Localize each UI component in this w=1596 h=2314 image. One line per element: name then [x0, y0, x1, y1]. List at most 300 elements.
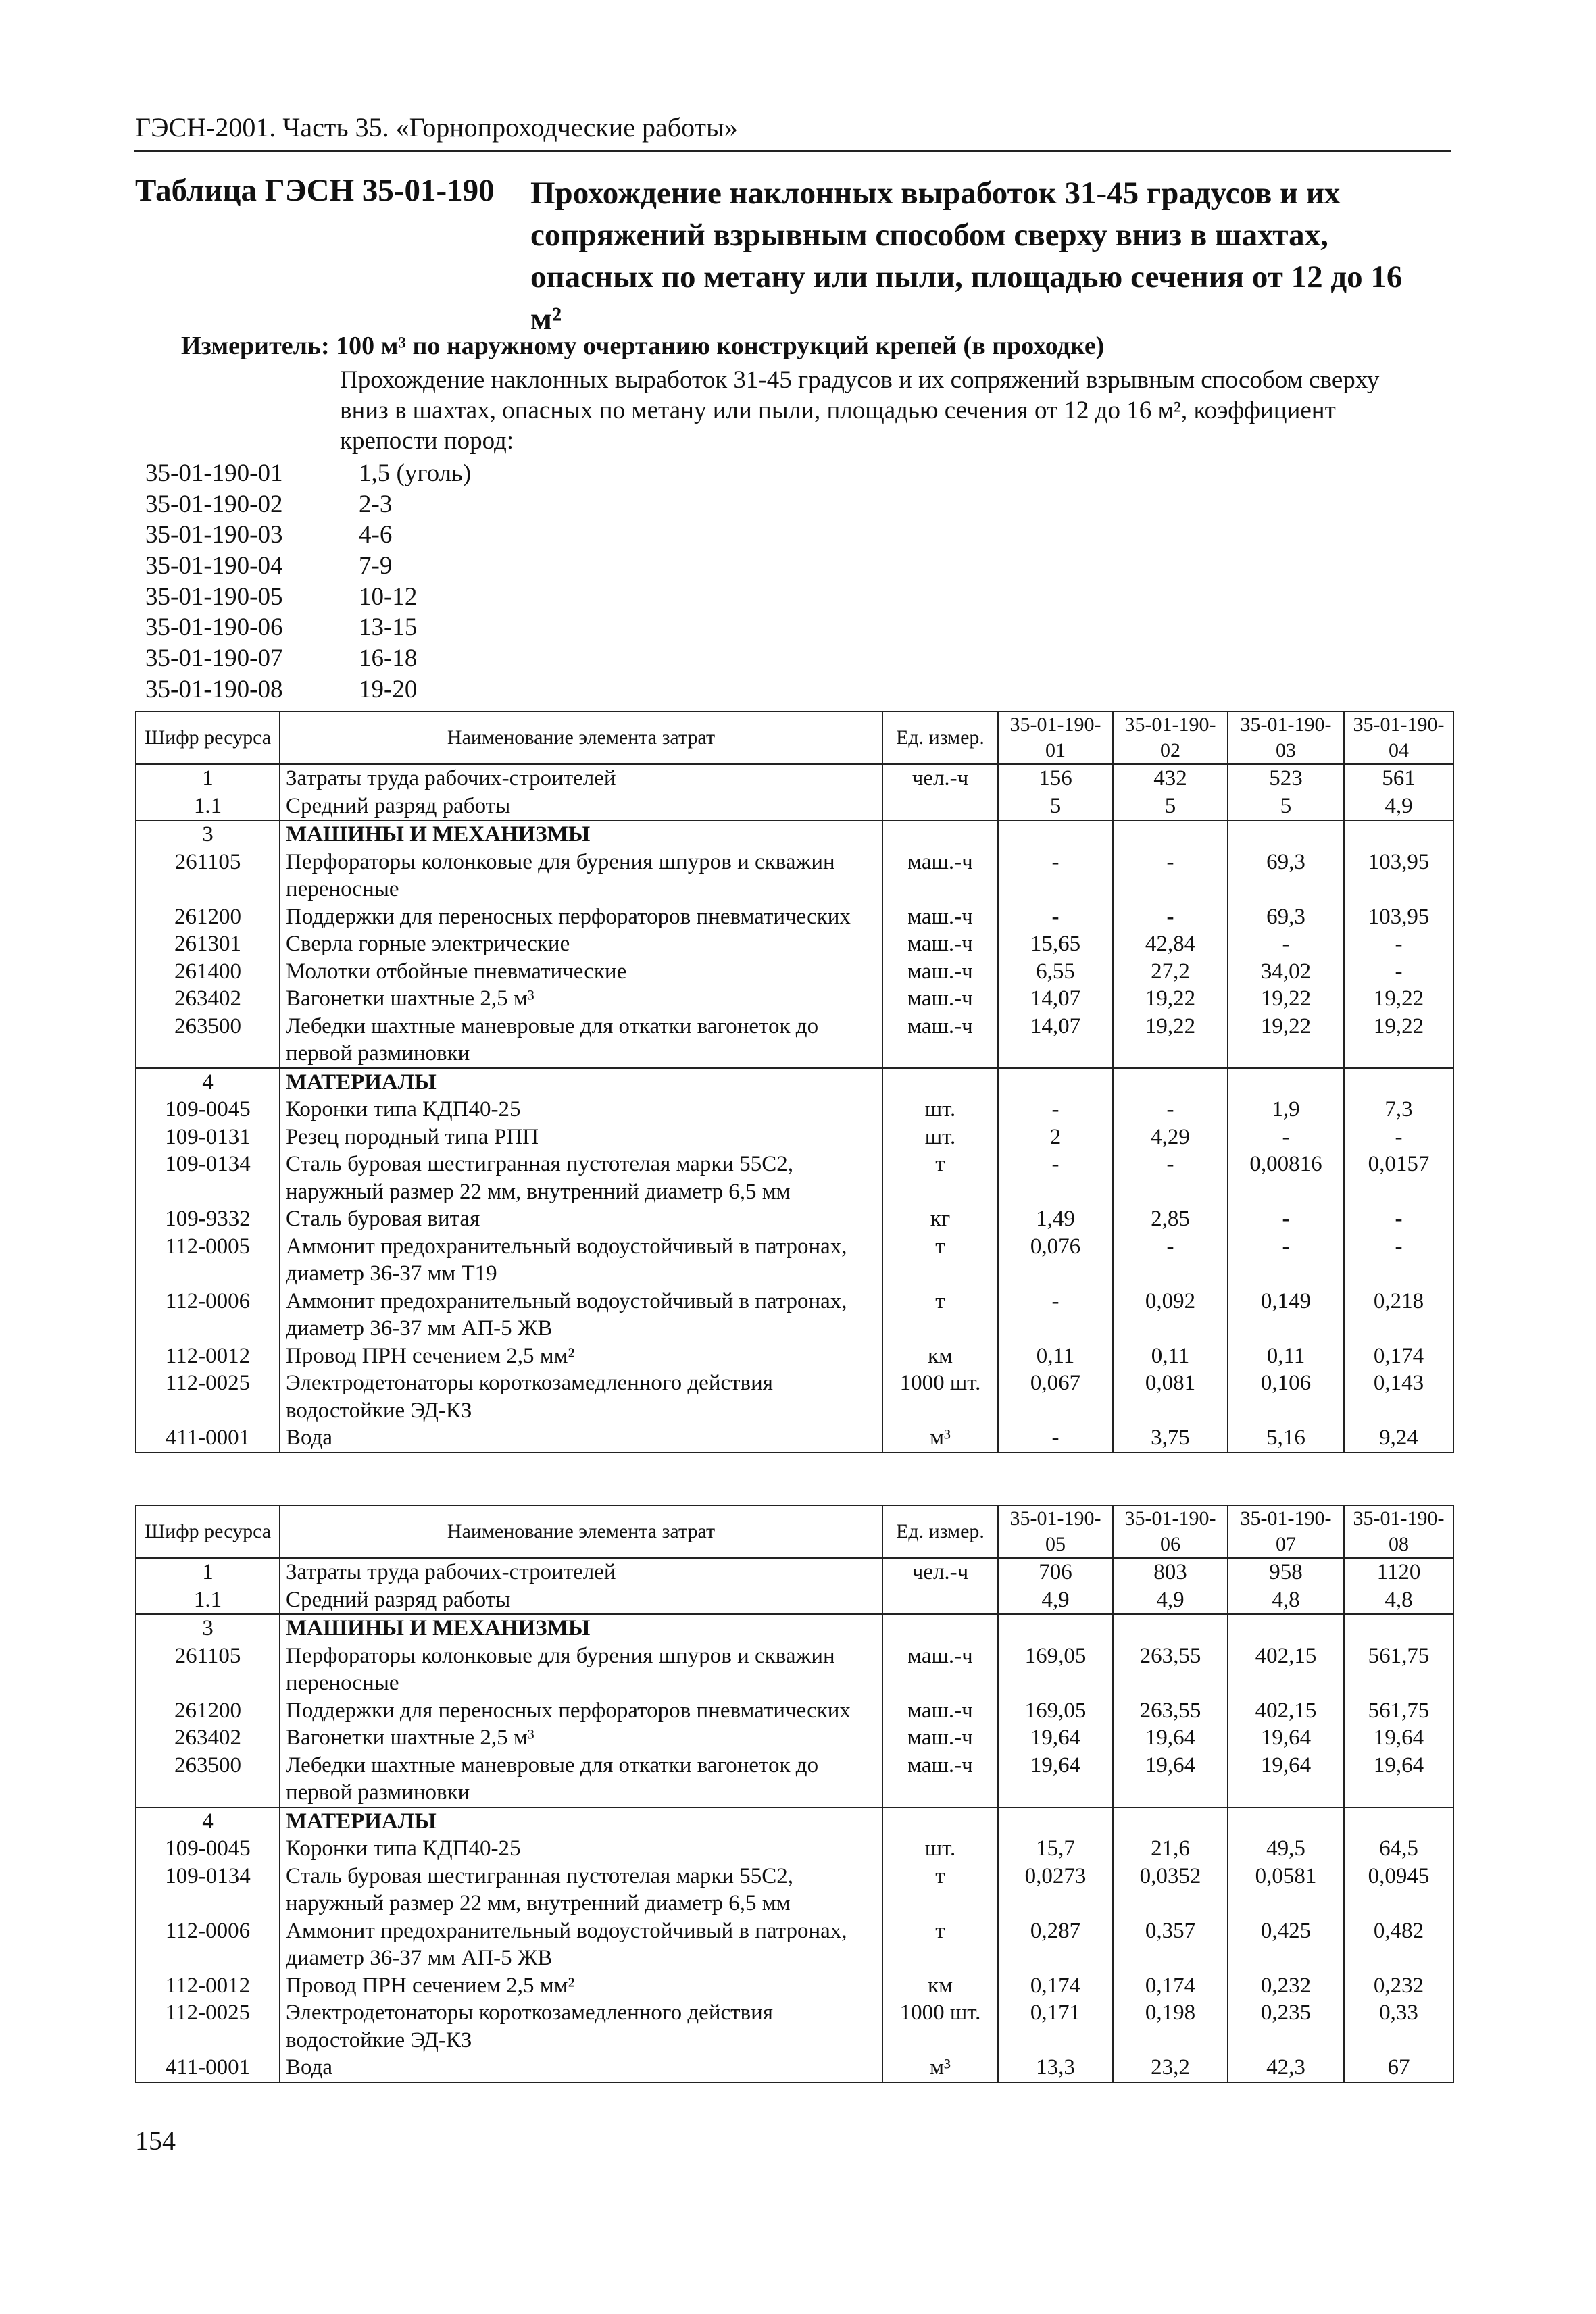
resource-code: 263402 [136, 1724, 280, 1752]
value-cell: - [1113, 903, 1228, 931]
value-cell: 432 [1113, 764, 1228, 793]
resource-code: 4 [136, 1068, 280, 1097]
col-header-norm: 35-01-190-04 [1344, 711, 1453, 764]
value-cell: 0,198 [1113, 1999, 1228, 2054]
col-header-name: Наименование элемента затрат [280, 711, 882, 764]
norm-code: 35-01-190-02 [145, 490, 283, 518]
value-cell: 23,2 [1113, 2054, 1228, 2082]
resource-code: 263500 [136, 1752, 280, 1807]
resource-code: 1.1 [136, 1586, 280, 1615]
unit-cell: м³ [882, 2054, 998, 2082]
unit-cell: маш.-ч [882, 1724, 998, 1752]
cost-element-name: Коронки типа КДП40-25 [280, 1096, 882, 1124]
table-row [136, 849, 1453, 903]
resource-code: 112-0025 [136, 1369, 280, 1424]
resource-table-2 [135, 1505, 1454, 2083]
col-header-norm: 35-01-190-08 [1344, 1505, 1453, 1558]
table-title: Прохождение наклонных выработок 31-45 градусов и их сопряжений взрывным способом сверху вниз в шахтах, опасных по метану или пыли, площадью сечения от 12 до 16 м² [530, 176, 1403, 336]
value-cell: - [1113, 1096, 1228, 1124]
section-title: МАШИНЫ И МЕХАНИЗМЫ [280, 1614, 882, 1642]
value-cell: 42,84 [1113, 930, 1228, 958]
unit-cell: 1000 шт. [882, 1369, 998, 1424]
value-cell: 0,174 [1113, 1972, 1228, 2000]
value-cell: 958 [1228, 1558, 1344, 1586]
value-cell: 0,00816 [1228, 1151, 1344, 1205]
value-cell: 156 [998, 764, 1113, 793]
unit-cell [882, 1586, 998, 1615]
unit-cell: маш.-ч [882, 1697, 998, 1725]
value-cell: - [998, 1151, 1113, 1205]
resource-code: 263500 [136, 1013, 280, 1068]
value-cell: 19,64 [1113, 1752, 1228, 1807]
value-cell: 0,076 [998, 1233, 1113, 1288]
unit-cell: шт. [882, 1096, 998, 1124]
unit-cell: маш.-ч [882, 985, 998, 1013]
value-cell: 5 [998, 793, 1113, 821]
cost-element-name: Коронки типа КДП40-25 [280, 1835, 882, 1863]
unit-cell: шт. [882, 1124, 998, 1151]
value-cell [1113, 820, 1228, 849]
value-cell: 69,3 [1228, 903, 1344, 931]
resource-code: 261400 [136, 958, 280, 986]
cost-element-name: Поддержки для переносных перфораторов пневматических [280, 1697, 882, 1725]
table-row [136, 1863, 1453, 1917]
section-title: МАШИНЫ И МЕХАНИЗМЫ [280, 820, 882, 849]
table-row [136, 1096, 1453, 1124]
value-cell: 561,75 [1344, 1697, 1453, 1725]
col-header-code: Шифр ресурса [136, 711, 280, 764]
resource-code: 261105 [136, 849, 280, 903]
cost-element-name: Провод ПРН сечением 2,5 мм² [280, 1342, 882, 1370]
value-cell [1113, 1614, 1228, 1642]
value-cell: 0,11 [998, 1342, 1113, 1370]
unit-cell: 1000 шт. [882, 1999, 998, 2054]
unit-cell: кг [882, 1205, 998, 1233]
cost-element-name: Электродетонаторы короткозамедленного действия водостойкие ЭД-КЗ [280, 1999, 882, 2054]
resource-code: 109-9332 [136, 1205, 280, 1233]
value-cell: 7,3 [1344, 1096, 1453, 1124]
resource-code: 261105 [136, 1642, 280, 1697]
value-cell [1228, 1068, 1344, 1097]
table-row [136, 820, 1453, 849]
measure-line [181, 331, 1104, 361]
resource-code: 1 [136, 1558, 280, 1586]
table-row [136, 1835, 1453, 1863]
unit-cell: м³ [882, 1424, 998, 1453]
col-header-code: Шифр ресурса [136, 1505, 280, 1558]
header-rule [134, 150, 1451, 152]
value-cell: - [998, 1424, 1113, 1453]
unit-cell: т [882, 1233, 998, 1288]
value-cell: 263,55 [1113, 1697, 1228, 1725]
cost-element-name: Затраты труда рабочих-строителей [280, 764, 882, 793]
value-cell: 69,3 [1228, 849, 1344, 903]
value-cell: 19,64 [1344, 1724, 1453, 1752]
resource-code: 112-0006 [136, 1917, 280, 1972]
value-cell: 0,232 [1344, 1972, 1453, 2000]
code-list-item [145, 520, 471, 551]
cost-element-name: Затраты труда рабочих-строителей [280, 1558, 882, 1586]
value-cell: 0,11 [1113, 1342, 1228, 1370]
value-cell: 14,07 [998, 1013, 1113, 1068]
value-cell: 1,49 [998, 1205, 1113, 1233]
value-cell: - [1228, 1205, 1344, 1233]
resource-code: 261200 [136, 1697, 280, 1725]
unit-cell [882, 1068, 998, 1097]
value-cell: 4,8 [1228, 1586, 1344, 1615]
col-header-norm: 35-01-190-03 [1228, 711, 1344, 764]
norm-code: 35-01-190-08 [145, 675, 283, 703]
cost-element-name: Резец породный типа РПП [280, 1124, 882, 1151]
table-row [136, 1999, 1453, 2054]
resource-code: 109-0045 [136, 1835, 280, 1863]
cost-element-name: Вагонетки шахтные 2,5 м³ [280, 985, 882, 1013]
value-cell: 3,75 [1113, 1424, 1228, 1453]
value-cell: 34,02 [1228, 958, 1344, 986]
col-header-unit: Ед. измер. [882, 1505, 998, 1558]
table-row [136, 1068, 1453, 1097]
table-row [136, 1124, 1453, 1151]
value-cell: 0,357 [1113, 1917, 1228, 1972]
cost-element-name: Молотки отбойные пневматические [280, 958, 882, 986]
unit-cell: т [882, 1917, 998, 1972]
value-cell: 0,149 [1228, 1288, 1344, 1342]
value-cell: 19,22 [1113, 1013, 1228, 1068]
value-cell: 0,482 [1344, 1917, 1453, 1972]
table-row [136, 1807, 1453, 1836]
value-cell: 13,3 [998, 2054, 1113, 2082]
value-cell: 6,55 [998, 958, 1113, 986]
cost-element-name: Аммонит предохранительный водоустойчивый в патронах, диаметр 36-37 мм АП-5 ЖВ [280, 1917, 882, 1972]
unit-cell: маш.-ч [882, 849, 998, 903]
table-row [136, 1724, 1453, 1752]
unit-cell: маш.-ч [882, 1013, 998, 1068]
table-row [136, 903, 1453, 931]
resource-code: 112-0012 [136, 1972, 280, 2000]
rock-hardness: 19-20 [359, 675, 418, 703]
page-number: 154 [135, 2126, 176, 2156]
table-row [136, 1558, 1453, 1586]
value-cell: 803 [1113, 1558, 1228, 1586]
cost-element-name: Провод ПРН сечением 2,5 мм² [280, 1972, 882, 2000]
value-cell: 4,9 [1113, 1586, 1228, 1615]
value-cell: - [1113, 1151, 1228, 1205]
table-row [136, 1917, 1453, 1972]
col-header-unit: Ед. измер. [882, 711, 998, 764]
value-cell: 21,6 [1113, 1835, 1228, 1863]
work-description: Прохождение наклонных выработок 31-45 градусов и их сопряжений взрывным способом сверху вниз в шахтах, опасных по метану или пыли, площадью сечения от 12 до 16 м², коэффициент крепости пород: [340, 366, 1380, 455]
resource-code: 411-0001 [136, 2054, 280, 2082]
unit-cell: км [882, 1972, 998, 2000]
rock-hardness: 7-9 [359, 552, 393, 580]
value-cell: 2,85 [1113, 1205, 1228, 1233]
value-cell: - [1113, 1233, 1228, 1288]
value-cell: 0,067 [998, 1369, 1113, 1424]
value-cell: - [1344, 1124, 1453, 1151]
value-cell [1344, 1068, 1453, 1097]
cost-element-name: Вода [280, 1424, 882, 1453]
col-header-norm: 35-01-190-06 [1113, 1505, 1228, 1558]
value-cell: 0,11 [1228, 1342, 1344, 1370]
unit-cell: маш.-ч [882, 1752, 998, 1807]
section-title: МАТЕРИАЛЫ [280, 1807, 882, 1836]
code-list-item [145, 458, 471, 489]
value-cell: 561,75 [1344, 1642, 1453, 1697]
col-header-norm: 35-01-190-05 [998, 1505, 1113, 1558]
value-cell: - [1344, 1233, 1453, 1288]
value-cell: 19,64 [998, 1724, 1113, 1752]
col-header-norm: 35-01-190-02 [1113, 711, 1228, 764]
value-cell: 15,7 [998, 1835, 1113, 1863]
table-row [136, 1369, 1453, 1424]
value-cell: - [1344, 958, 1453, 986]
value-cell: 0,287 [998, 1917, 1113, 1972]
value-cell [998, 1807, 1113, 1836]
value-cell [1228, 820, 1344, 849]
col-header-name: Наименование элемента затрат [280, 1505, 882, 1558]
norm-code: 35-01-190-06 [145, 613, 283, 642]
rock-hardness: 1,5 (уголь) [359, 459, 472, 487]
table-header-row [136, 711, 1453, 764]
unit-cell: маш.-ч [882, 903, 998, 931]
table-row [136, 1424, 1453, 1453]
unit-cell [882, 1614, 998, 1642]
value-cell: 169,05 [998, 1642, 1113, 1697]
table-row [136, 1233, 1453, 1288]
table-row [136, 1342, 1453, 1370]
value-cell: 4,9 [1344, 793, 1453, 821]
value-cell [1344, 1807, 1453, 1836]
value-cell: 561 [1344, 764, 1453, 793]
value-cell: 706 [998, 1558, 1113, 1586]
value-cell: 19,64 [1228, 1724, 1344, 1752]
value-cell: 0,0157 [1344, 1151, 1453, 1205]
value-cell: 4,9 [998, 1586, 1113, 1615]
rock-hardness: 16-18 [359, 645, 418, 673]
unit-cell: маш.-ч [882, 958, 998, 986]
value-cell: - [1228, 1124, 1344, 1151]
value-cell: 19,22 [1344, 1013, 1453, 1068]
resource-code: 411-0001 [136, 1424, 280, 1453]
cost-element-name: Лебедки шахтные маневровые для откатки вагонеток до первой разминовки [280, 1013, 882, 1068]
cost-element-name: Средний разряд работы [280, 1586, 882, 1615]
value-cell [1113, 1068, 1228, 1097]
table-row [136, 1288, 1453, 1342]
unit-cell: шт. [882, 1835, 998, 1863]
code-list-item [145, 489, 471, 520]
unit-cell [882, 1807, 998, 1836]
resource-code: 1 [136, 764, 280, 793]
code-list-item [145, 643, 471, 674]
value-cell [1113, 1807, 1228, 1836]
cost-element-name: Вода [280, 2054, 882, 2082]
value-cell: 2 [998, 1124, 1113, 1151]
table-row [136, 1586, 1453, 1615]
value-cell: 19,22 [1228, 1013, 1344, 1068]
value-cell: 19,64 [998, 1752, 1113, 1807]
value-cell: 0,218 [1344, 1288, 1453, 1342]
cost-element-name: Перфораторы колонковые для бурения шпуров и скважин переносные [280, 849, 882, 903]
rock-hardness: 4-6 [359, 521, 393, 549]
table-row [136, 930, 1453, 958]
value-cell: 4,29 [1113, 1124, 1228, 1151]
table-row [136, 1614, 1453, 1642]
value-cell: 19,64 [1113, 1724, 1228, 1752]
table-body [136, 764, 1453, 1453]
value-cell: 27,2 [1113, 958, 1228, 986]
value-cell [1344, 820, 1453, 849]
cost-element-name: Аммонит предохранительный водоустойчивый в патронах, диаметр 36-37 мм Т19 [280, 1233, 882, 1288]
resource-code: 109-0045 [136, 1096, 280, 1124]
value-cell: 15,65 [998, 930, 1113, 958]
unit-cell: маш.-ч [882, 1642, 998, 1697]
value-cell: 0,0581 [1228, 1863, 1344, 1917]
value-cell [998, 1068, 1113, 1097]
measure-text: 100 м³ по наружному очертанию конструкций крепей (в проходке) [336, 332, 1105, 360]
value-cell: 19,64 [1344, 1752, 1453, 1807]
table-row [136, 958, 1453, 986]
value-cell: 4,8 [1344, 1586, 1453, 1615]
value-cell: 0,33 [1344, 1999, 1453, 2054]
value-cell: 19,22 [1344, 985, 1453, 1013]
rock-hardness: 2-3 [359, 490, 393, 518]
table-body [136, 1558, 1453, 2082]
measure-label: Измеритель: [181, 332, 330, 360]
resource-code: 3 [136, 820, 280, 849]
cost-element-name: Сверла горные электрические [280, 930, 882, 958]
value-cell: - [998, 903, 1113, 931]
value-cell: 19,22 [1228, 985, 1344, 1013]
value-cell: 19,22 [1113, 985, 1228, 1013]
value-cell: 1120 [1344, 1558, 1453, 1586]
code-list-item [145, 674, 471, 705]
table-row [136, 2054, 1453, 2082]
cost-element-name: Электродетонаторы короткозамедленного действия водостойкие ЭД-КЗ [280, 1369, 882, 1424]
unit-cell [882, 820, 998, 849]
table-header-row [136, 1505, 1453, 1558]
cost-element-name: Сталь буровая витая [280, 1205, 882, 1233]
norm-code: 35-01-190-07 [145, 645, 283, 673]
table-row [136, 1642, 1453, 1697]
value-cell: 9,24 [1344, 1424, 1453, 1453]
value-cell: - [998, 1096, 1113, 1124]
value-cell: 523 [1228, 764, 1344, 793]
value-cell: 1,9 [1228, 1096, 1344, 1124]
resource-code: 112-0012 [136, 1342, 280, 1370]
value-cell: 0,0945 [1344, 1863, 1453, 1917]
table-row [136, 1752, 1453, 1807]
norm-code: 35-01-190-04 [145, 552, 283, 580]
value-cell: - [1344, 1205, 1453, 1233]
resource-table-1 [135, 711, 1454, 1453]
value-cell: 0,174 [998, 1972, 1113, 2000]
code-list-item [145, 582, 471, 613]
value-cell: 64,5 [1344, 1835, 1453, 1863]
value-cell [1344, 1614, 1453, 1642]
norm-code: 35-01-190-01 [145, 459, 283, 487]
unit-cell: т [882, 1151, 998, 1205]
table-title-label: Таблица ГЭСН 35-01-190 [135, 173, 495, 208]
value-cell: 5 [1113, 793, 1228, 821]
table-row [136, 1013, 1453, 1068]
resource-code: 112-0006 [136, 1288, 280, 1342]
unit-cell: чел.-ч [882, 764, 998, 793]
value-cell: 0,092 [1113, 1288, 1228, 1342]
table-row [136, 1972, 1453, 2000]
rock-hardness: 10-12 [359, 582, 418, 611]
value-cell: 5,16 [1228, 1424, 1344, 1453]
table-row [136, 985, 1453, 1013]
cost-element-name: Аммонит предохранительный водоустойчивый в патронах, диаметр 36-37 мм АП-5 ЖВ [280, 1288, 882, 1342]
unit-cell [882, 793, 998, 821]
unit-cell: км [882, 1342, 998, 1370]
value-cell: 14,07 [998, 985, 1113, 1013]
norm-code: 35-01-190-03 [145, 521, 283, 549]
value-cell [998, 1614, 1113, 1642]
value-cell: 5 [1228, 793, 1344, 821]
value-cell: 0,232 [1228, 1972, 1344, 2000]
resource-code: 112-0025 [136, 1999, 280, 2054]
value-cell: 0,143 [1344, 1369, 1453, 1424]
value-cell: - [998, 849, 1113, 903]
value-cell: 0,081 [1113, 1369, 1228, 1424]
table-row [136, 793, 1453, 821]
resource-code: 3 [136, 1614, 280, 1642]
value-cell: - [998, 1288, 1113, 1342]
section-title: МАТЕРИАЛЫ [280, 1068, 882, 1097]
table-row [136, 764, 1453, 793]
table-row [136, 1151, 1453, 1205]
cost-element-name: Сталь буровая шестигранная пустотелая марки 55С2, наружный размер 22 мм, внутренний диаметр 6,5 мм [280, 1151, 882, 1205]
value-cell: 263,55 [1113, 1642, 1228, 1697]
resource-code: 109-0134 [136, 1863, 280, 1917]
value-cell: - [1344, 930, 1453, 958]
value-cell: 103,95 [1344, 903, 1453, 931]
norm-code: 35-01-190-05 [145, 582, 283, 611]
resource-code: 261200 [136, 903, 280, 931]
value-cell: 0,425 [1228, 1917, 1344, 1972]
col-header-norm: 35-01-190-07 [1228, 1505, 1344, 1558]
value-cell: - [1113, 849, 1228, 903]
value-cell: 0,235 [1228, 1999, 1344, 2054]
unit-cell: т [882, 1863, 998, 1917]
running-header: ГЭСН-2001. Часть 35. «Горнопроходческие работы» [135, 112, 738, 143]
code-list-item [145, 612, 471, 643]
rock-hardness: 13-15 [359, 613, 418, 642]
resource-code: 261301 [136, 930, 280, 958]
value-cell: 0,0273 [998, 1863, 1113, 1917]
value-cell: 0,106 [1228, 1369, 1344, 1424]
value-cell [1228, 1807, 1344, 1836]
value-cell: 169,05 [998, 1697, 1113, 1725]
resource-code: 1.1 [136, 793, 280, 821]
resource-code: 109-0134 [136, 1151, 280, 1205]
value-cell [1228, 1614, 1344, 1642]
cost-element-name: Лебедки шахтные маневровые для откатки вагонеток до первой разминовки [280, 1752, 882, 1807]
cost-element-name: Вагонетки шахтные 2,5 м³ [280, 1724, 882, 1752]
value-cell: 0,174 [1344, 1342, 1453, 1370]
resource-code: 112-0005 [136, 1233, 280, 1288]
table-row [136, 1205, 1453, 1233]
unit-cell: т [882, 1288, 998, 1342]
code-list [145, 458, 471, 705]
value-cell: - [1228, 1233, 1344, 1288]
code-list-item [145, 551, 471, 582]
value-cell: 0,171 [998, 1999, 1113, 2054]
cost-element-name: Поддержки для переносных перфораторов пневматических [280, 903, 882, 931]
value-cell: 402,15 [1228, 1642, 1344, 1697]
unit-cell: чел.-ч [882, 1558, 998, 1586]
